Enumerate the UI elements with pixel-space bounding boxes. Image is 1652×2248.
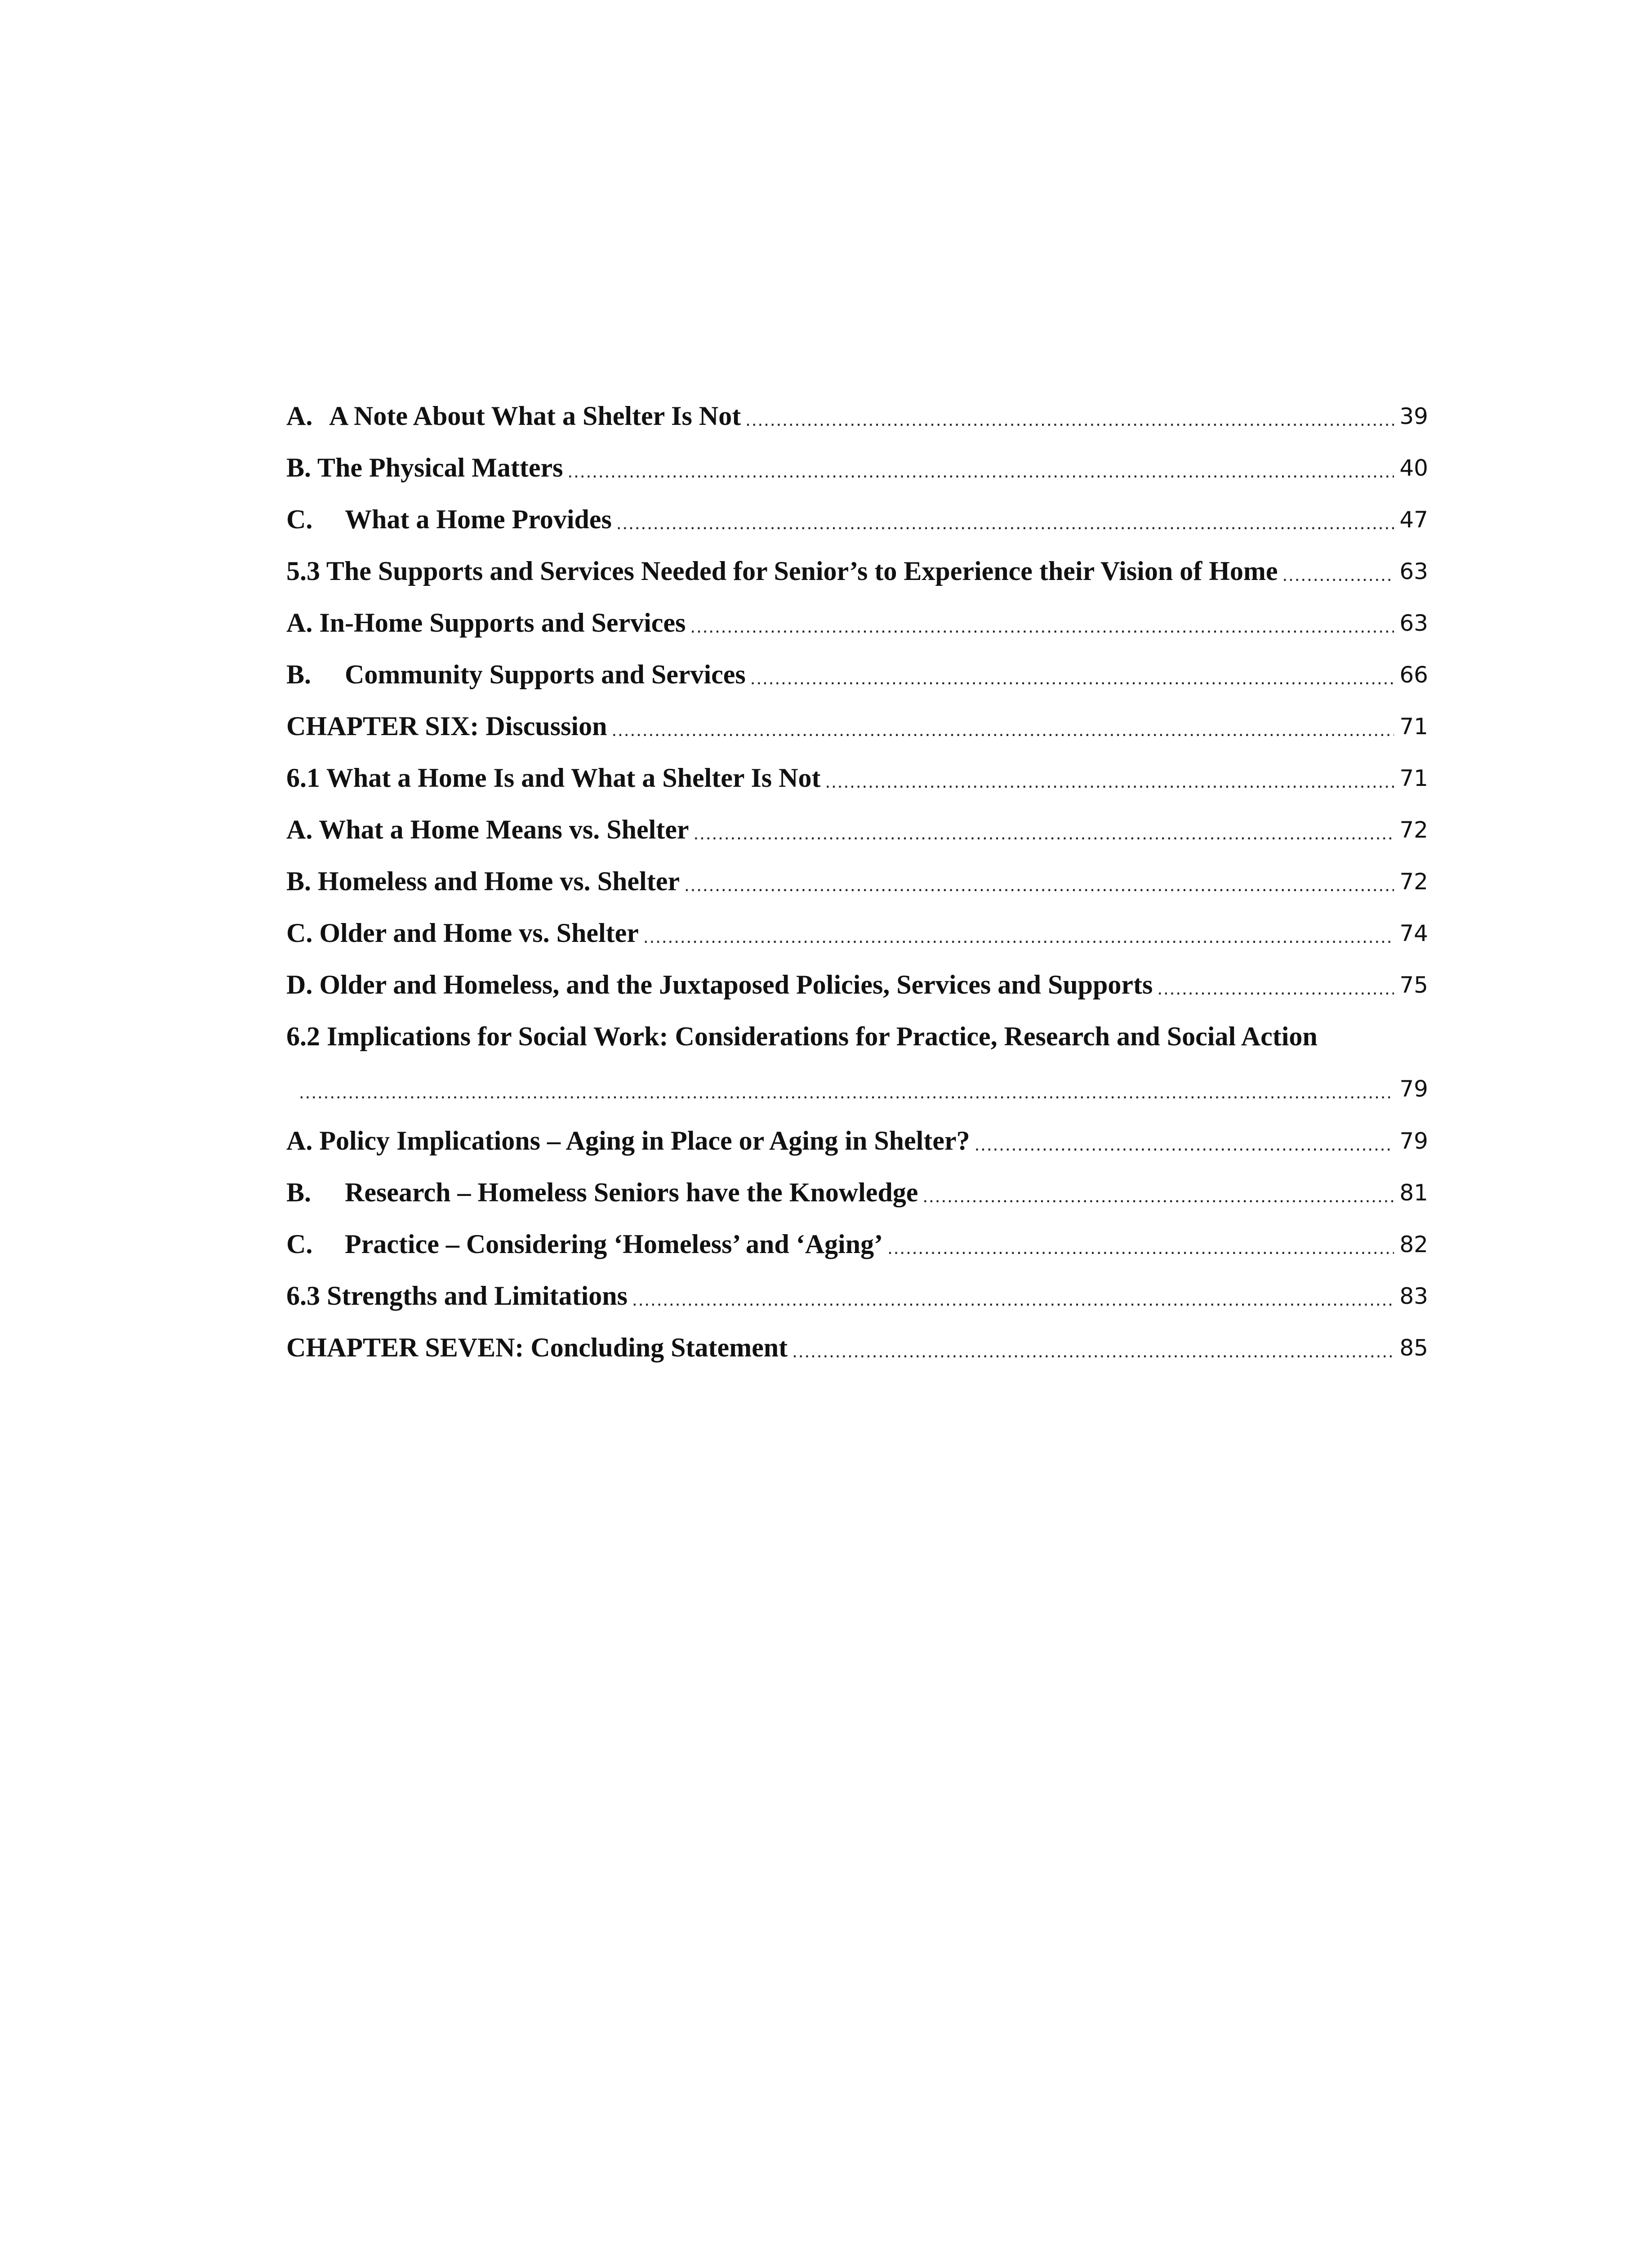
dot-leader bbox=[887, 1231, 1394, 1258]
toc-entry[interactable] bbox=[286, 804, 1428, 856]
toc-entry[interactable] bbox=[286, 1011, 1428, 1115]
toc-entry-label bbox=[286, 504, 612, 535]
toc-page-number: 79 bbox=[1399, 1075, 1428, 1102]
toc-entry-title: Community Supports and Services bbox=[345, 660, 746, 689]
toc-entry[interactable] bbox=[286, 752, 1428, 804]
toc-entry[interactable] bbox=[286, 597, 1428, 649]
toc-entry-title: 6.2 Implications for Social Work: Considerations for Practice, Research and Social Action bbox=[286, 1021, 1318, 1051]
toc-entry[interactable] bbox=[286, 649, 1428, 700]
toc-entry-title: D. Older and Homeless, and the Juxtaposed Policies, Services and Supports bbox=[286, 970, 1153, 999]
toc-entry-prefix: B. bbox=[286, 660, 312, 689]
toc-entry[interactable] bbox=[286, 1322, 1428, 1374]
toc-entry[interactable] bbox=[286, 907, 1428, 959]
toc-entry-prefix: B. bbox=[286, 1178, 312, 1207]
toc-entry-prefix: C. bbox=[286, 1229, 313, 1259]
toc-page-number: 40 bbox=[1399, 455, 1428, 481]
toc-page-number: 82 bbox=[1399, 1231, 1428, 1258]
dot-leader bbox=[975, 1127, 1394, 1155]
toc-page-number: 71 bbox=[1399, 765, 1428, 791]
dot-leader bbox=[616, 506, 1394, 534]
toc-entry[interactable] bbox=[286, 1167, 1428, 1218]
dot-leader bbox=[694, 816, 1394, 844]
dot-leader bbox=[632, 1282, 1394, 1310]
toc-entry-label bbox=[286, 452, 563, 483]
toc-entry-title: A. What a Home Means vs. Shelter bbox=[286, 815, 689, 844]
toc-entry[interactable] bbox=[286, 1115, 1428, 1167]
toc-entry[interactable] bbox=[286, 545, 1428, 597]
toc-entry[interactable] bbox=[286, 1218, 1428, 1270]
toc-page-number: 47 bbox=[1399, 506, 1428, 533]
toc-entry-title: A. Policy Implications – Aging in Place or Aging in Shelter? bbox=[286, 1126, 970, 1155]
dot-leader bbox=[684, 868, 1394, 896]
toc-entry-prefix: C. bbox=[286, 504, 313, 534]
toc-entry-line bbox=[286, 1011, 1428, 1062]
toc-entry-label bbox=[286, 969, 1153, 1000]
toc-entry-title: 6.3 Strengths and Limitations bbox=[286, 1281, 628, 1311]
dot-leader bbox=[745, 402, 1394, 430]
toc-entry-label bbox=[286, 556, 1278, 587]
toc-page-number: 39 bbox=[1399, 403, 1428, 429]
toc-page-number: 72 bbox=[1399, 816, 1428, 843]
toc-entry-line bbox=[286, 1062, 1428, 1115]
toc-entry[interactable] bbox=[286, 959, 1428, 1011]
dot-leader bbox=[690, 609, 1394, 637]
toc-page-number: 72 bbox=[1399, 868, 1428, 895]
toc-entry-title: Practice – Considering ‘Homeless’ and ‘Aging’ bbox=[345, 1229, 883, 1259]
toc-entry-title: 5.3 The Supports and Services Needed for Senior’s to Experience their Vision of Home bbox=[286, 556, 1278, 586]
dot-leader bbox=[792, 1334, 1394, 1362]
toc-entry-title: CHAPTER SEVEN: Concluding Statement bbox=[286, 1333, 788, 1362]
dot-leader bbox=[568, 454, 1394, 482]
toc-page-number: 75 bbox=[1399, 972, 1428, 998]
toc-entry-label bbox=[286, 866, 680, 897]
toc-entry-label bbox=[286, 401, 741, 432]
toc-entry[interactable] bbox=[286, 856, 1428, 907]
toc-entry-label bbox=[286, 763, 820, 794]
toc-page-number: 83 bbox=[1399, 1283, 1428, 1309]
toc-entry[interactable] bbox=[286, 1270, 1428, 1322]
toc-page-number: 85 bbox=[1399, 1334, 1428, 1361]
table-of-contents bbox=[286, 390, 1428, 1374]
toc-page-number: 63 bbox=[1399, 610, 1428, 636]
toc-entry[interactable] bbox=[286, 390, 1428, 442]
toc-entry-label bbox=[286, 1332, 788, 1363]
toc-entry-title: A. In-Home Supports and Services bbox=[286, 608, 686, 638]
toc-entry-title: Research – Homeless Seniors have the Knowledge bbox=[345, 1178, 918, 1207]
toc-entry-title: C. Older and Home vs. Shelter bbox=[286, 918, 639, 948]
toc-entry-label bbox=[286, 659, 746, 690]
toc-entry-label bbox=[286, 711, 607, 742]
toc-page-number: 81 bbox=[1399, 1179, 1428, 1206]
toc-entry-title: What a Home Provides bbox=[345, 504, 612, 534]
toc-entry-label bbox=[286, 918, 639, 949]
dot-leader bbox=[922, 1179, 1394, 1207]
toc-entry-title: B. The Physical Matters bbox=[286, 453, 563, 482]
dot-leader bbox=[643, 919, 1394, 947]
toc-entry-title: 6.1 What a Home Is and What a Shelter Is Not bbox=[286, 763, 821, 793]
toc-page-number: 79 bbox=[1399, 1128, 1428, 1154]
toc-entry[interactable] bbox=[286, 494, 1428, 545]
toc-entry-label bbox=[286, 1229, 883, 1260]
toc-entry-label bbox=[286, 607, 686, 638]
dot-leader bbox=[825, 764, 1394, 792]
toc-entry[interactable] bbox=[286, 442, 1428, 494]
toc-entry[interactable] bbox=[286, 700, 1428, 752]
toc-page-number: 71 bbox=[1399, 713, 1428, 740]
toc-page-number: 74 bbox=[1399, 920, 1428, 946]
toc-page-number: 66 bbox=[1399, 661, 1428, 688]
dot-leader bbox=[611, 713, 1394, 740]
toc-entry-label bbox=[286, 814, 689, 845]
toc-entry-label bbox=[286, 1177, 918, 1208]
toc-entry-prefix: A. bbox=[286, 401, 313, 431]
toc-page-number: 63 bbox=[1399, 558, 1428, 584]
dot-leader bbox=[750, 661, 1394, 689]
dot-leader bbox=[1282, 558, 1394, 585]
toc-entry-label bbox=[286, 1280, 628, 1311]
toc-entry-label bbox=[286, 1125, 970, 1156]
toc-entry-title: B. Homeless and Home vs. Shelter bbox=[286, 866, 680, 896]
toc-entry-title: CHAPTER SIX: Discussion bbox=[286, 711, 607, 741]
dot-leader bbox=[299, 1075, 1394, 1103]
toc-entry-title: A Note About What a Shelter Is Not bbox=[329, 401, 741, 431]
dot-leader bbox=[1157, 971, 1394, 999]
